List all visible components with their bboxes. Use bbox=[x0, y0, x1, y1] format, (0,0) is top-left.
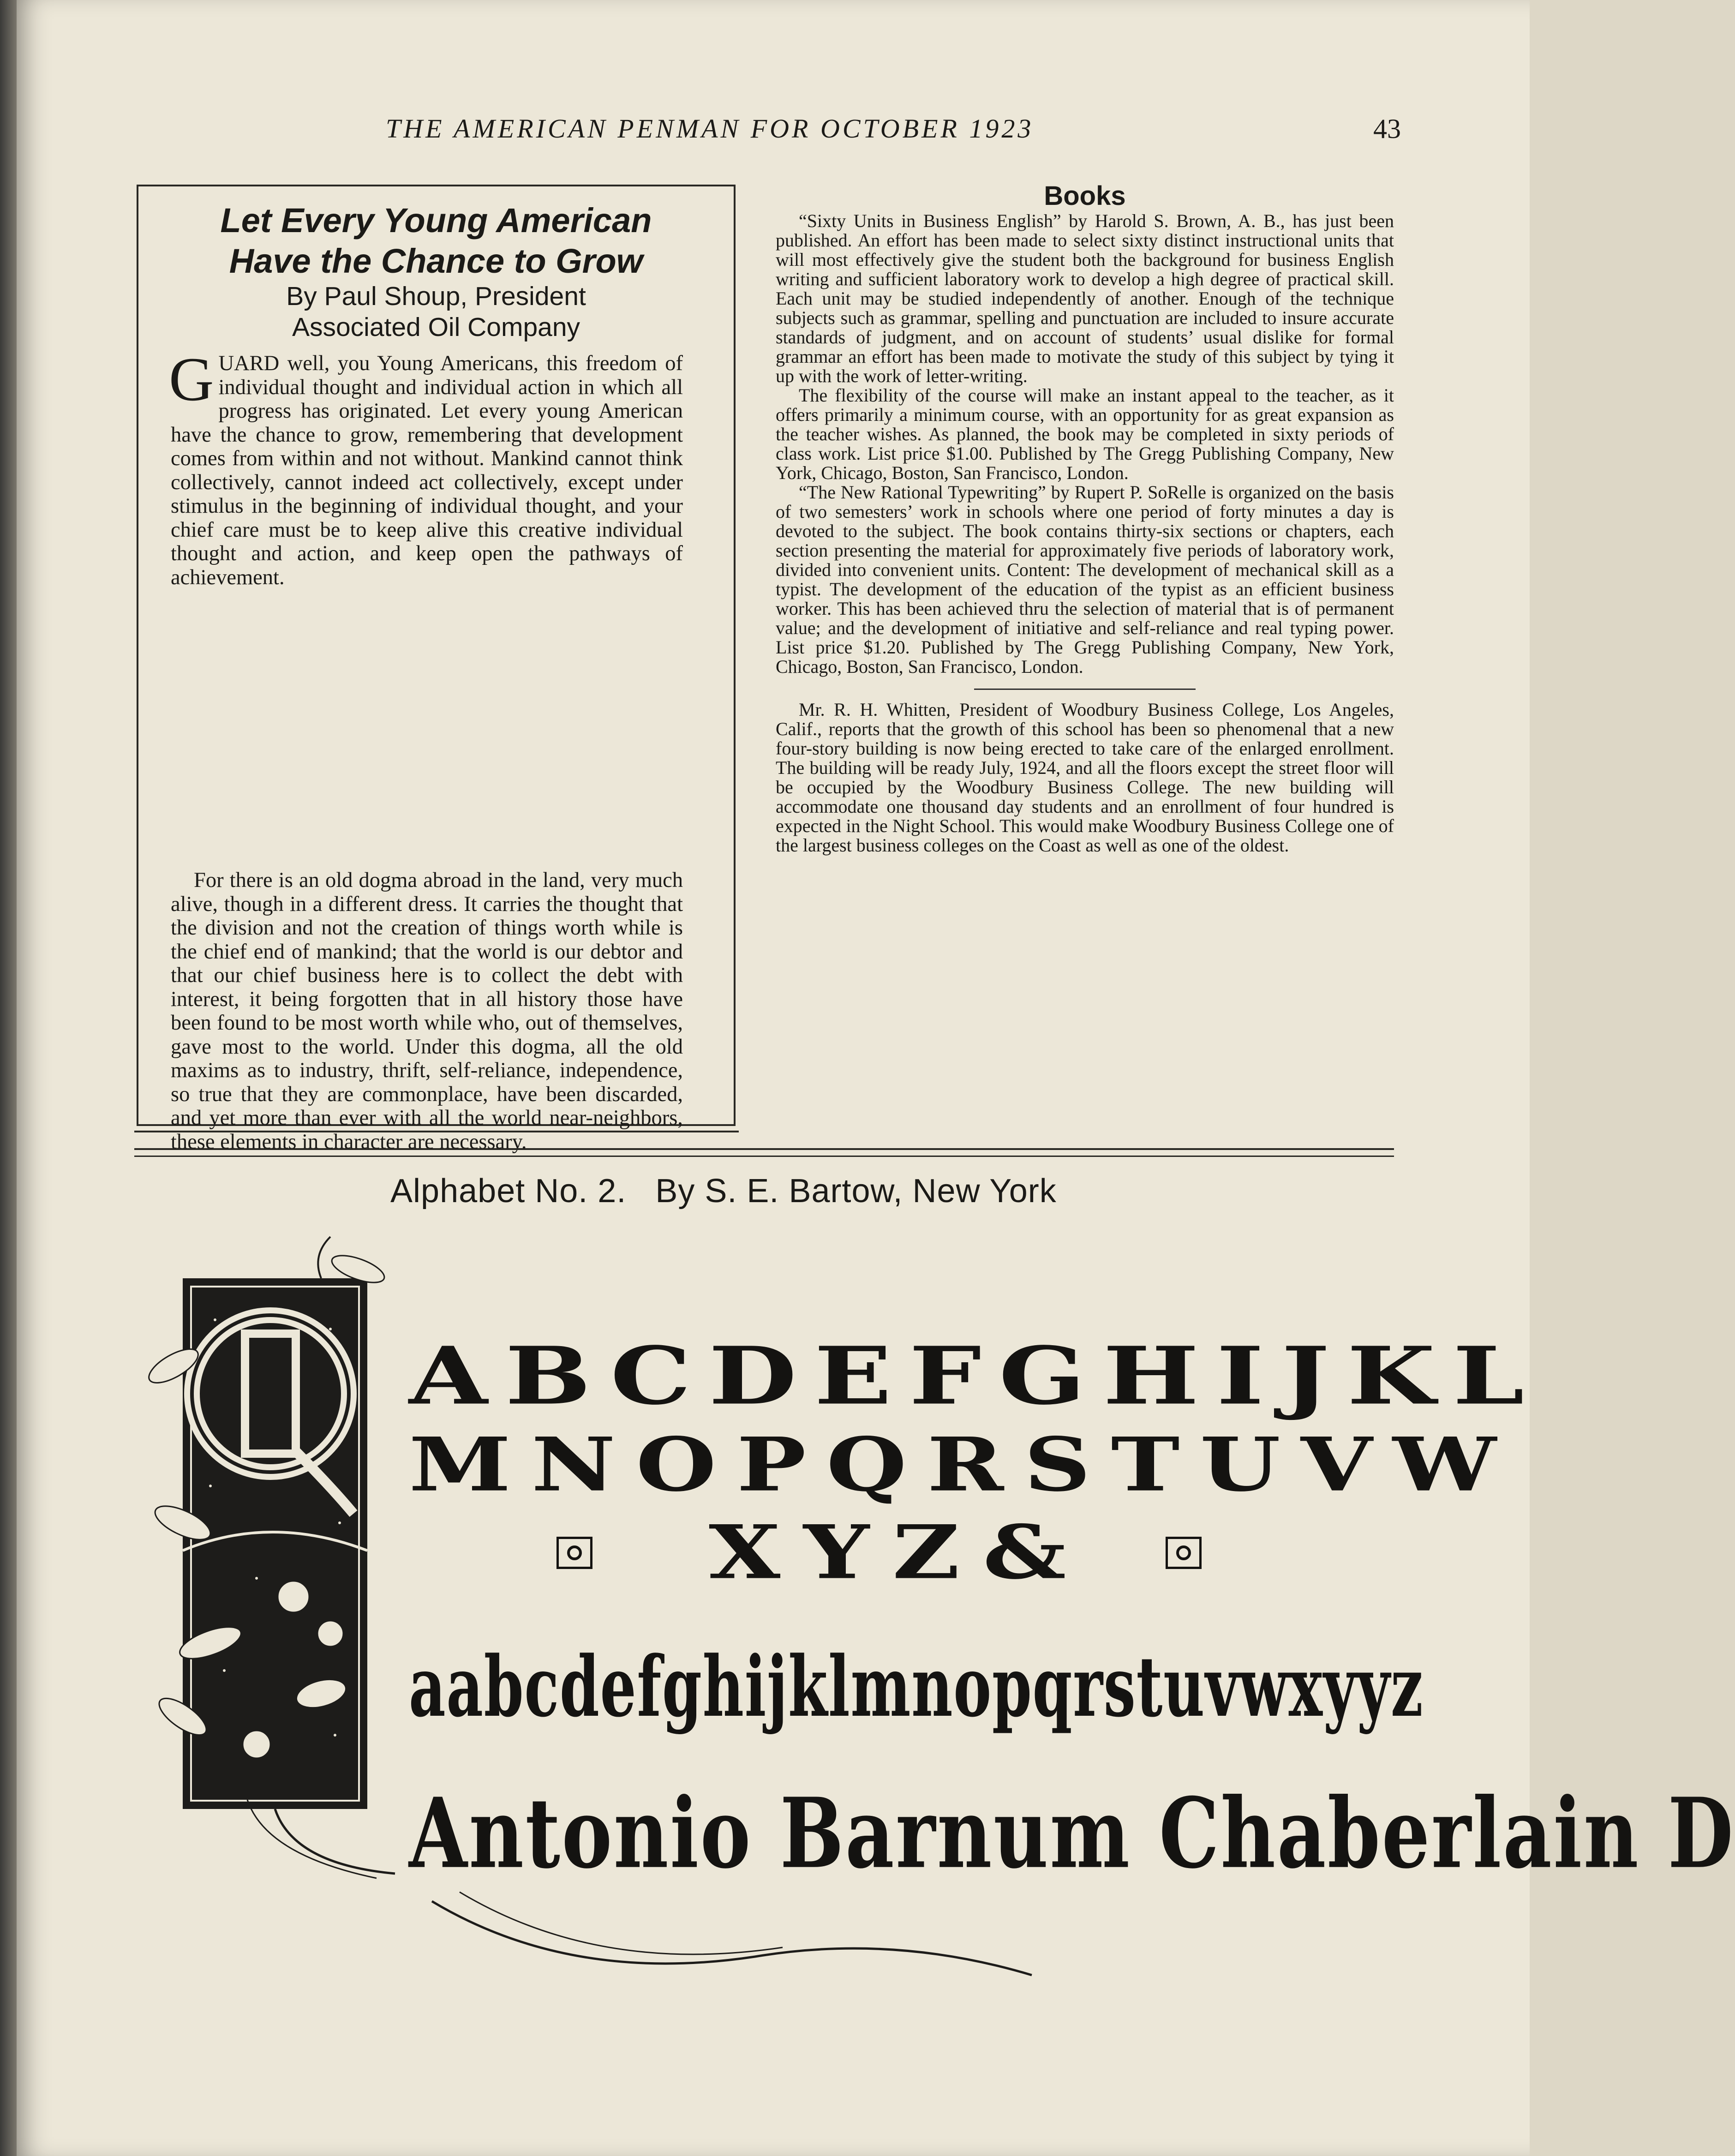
news-paragraph: Mr. R. H. Whitten, President of Woodbury Business College, Los Angeles, Calif., reports that the growth of this school has been so phenomenal that a new four-story building is now being erected to take care of the enlarged enrollment. The building will be ready July, 1924, and all the floors except the street floor will be occupied by the Woodbury Business College. The new building will accommodate one thousand day students and an enrollment of four hundred is expected in the Night School. This would make Woodbury Business College one of the largest business colleges on the Coast as well as one of the oldest. bbox=[776, 699, 1394, 856]
article-paragraph-text: For there is an old dogma abroad in the land, very much alive, though in a different dress. It carries the thought that the division and not the creation of things worth while is the chief end of mankind; that the world is our debtor and that our chief business here is to collect the debt with interest, it being forgotten that in all history those have been found to be most worth while who, out of themselves, gave most to the world. Under this dogma, all the old maxims as to industry, thrift, self-reliance, independence, so true that they are commonplace, have been discarded, and yet more than ever with all the world near-neighbors, these elements in character are necessary. bbox=[171, 868, 683, 1154]
section-divider bbox=[974, 689, 1196, 690]
byline-line: Associated Oil Company bbox=[292, 312, 580, 342]
books-paragraph: “Sixty Units in Business English” by Harold S. Brown, A. B., has just been published. An effort has been made to select sixty distinct instructional units that will most effectively give the student both the background for business English writing and sufficient laboratory work to develop a high degree of practical skill. Each unit may be studied independently of another. Enough of the technique subjects such as grammar, spelling and punctuation are included to insure accurate standards of judgment, and on account of students’ usual dislike for formal grammar an effort has been made to motivate the study of this subject by tying it up with the work of letter-writing. bbox=[776, 210, 1394, 386]
books-paragraph: The flexibility of the course will make an instant appeal to the teacher, as it offers primarily a minimum course, with an opportunity for as great expansion as the teacher wishes. As planned, the book may be completed in sixty periods of class work. List price $1.00. Published by The Gregg Publishing Company, New York, Chicago, Boston, San Francisco, London. bbox=[776, 385, 1394, 483]
books-column bbox=[776, 181, 1394, 855]
alphabet-capitals-row: XYZ& bbox=[709, 1509, 1089, 1596]
drop-cap: G bbox=[169, 345, 214, 414]
books-heading: Books bbox=[1044, 181, 1126, 211]
article-box bbox=[137, 185, 736, 1154]
flourish-swash bbox=[432, 1883, 1078, 1994]
horizontal-rule bbox=[134, 1148, 1394, 1150]
article-title-line: Have the Chance to Grow bbox=[229, 242, 643, 280]
page-header bbox=[386, 113, 1401, 159]
running-head: THE AMERICAN PENMAN FOR OCTOBER 1923 bbox=[386, 114, 1034, 144]
alphabet-capitals-row: ABCDEFGHIJKL bbox=[409, 1329, 1542, 1423]
horizontal-rule bbox=[134, 1131, 739, 1132]
books-paragraph: “The New Rational Typewriting” by Rupert P. SoRelle is organized on the basis of two semesters’ work in schools where one period of forty minutes a day is devoted to the subject. The book contains thirty-six sections or chapters, each section presenting the material for approximately five periods of laboratory work, divided into convenient units. Content: The development of mechanical skill as a typist. The development of the education of the typist as an efficient business worker. This has been achieved thru the selection of material that is of permanent value; and the development of initiative and self-reliance and real typing power. List price $1.20. Published by The Gregg Publishing Company, New York, Chicago, Boston, San Francisco, London. bbox=[776, 482, 1394, 677]
alphabet-capitals-row: MNOPQRSTUVW bbox=[409, 1421, 1517, 1508]
flower-tile-icon bbox=[556, 1537, 592, 1569]
alphabet-caption: Alphabet No. 2. By S. E. Bartow, New York bbox=[390, 1173, 1057, 1210]
article-paragraph-text: UARD well, you Young Americans, this freedom of individual thought and individual action in which all progress has originated. Let every young American have the chance to grow, remembering that development comes from within and not without. Mankind cannot think collectively, cannot indeed act collectively, except under stimulus in the beginning of individual thought, and your chief care must be to keep alive this creative individual thought and action, and keep open the pathways of achievement. bbox=[171, 352, 683, 589]
article-byline bbox=[138, 281, 734, 343]
page-number: 43 bbox=[1373, 114, 1401, 144]
article-paragraph bbox=[171, 868, 683, 1154]
article-paragraph bbox=[169, 345, 683, 589]
article-title bbox=[138, 200, 734, 281]
article-title-line: Let Every Young American bbox=[220, 201, 652, 240]
flower-tile-icon bbox=[1166, 1537, 1202, 1569]
byline-line: By Paul Shoup, President bbox=[286, 281, 586, 311]
illuminated-initial-ornament bbox=[155, 1228, 395, 1883]
alphabet-lowercase-row: aabcdefghijklmnopqrstuvwxyyz bbox=[409, 1638, 1424, 1736]
alphabet-sample-name: Antonio Barnum Chaberlain D bbox=[409, 1777, 1735, 1890]
magazine-page bbox=[17, 0, 1735, 2156]
horizontal-rule bbox=[134, 1156, 1394, 1157]
